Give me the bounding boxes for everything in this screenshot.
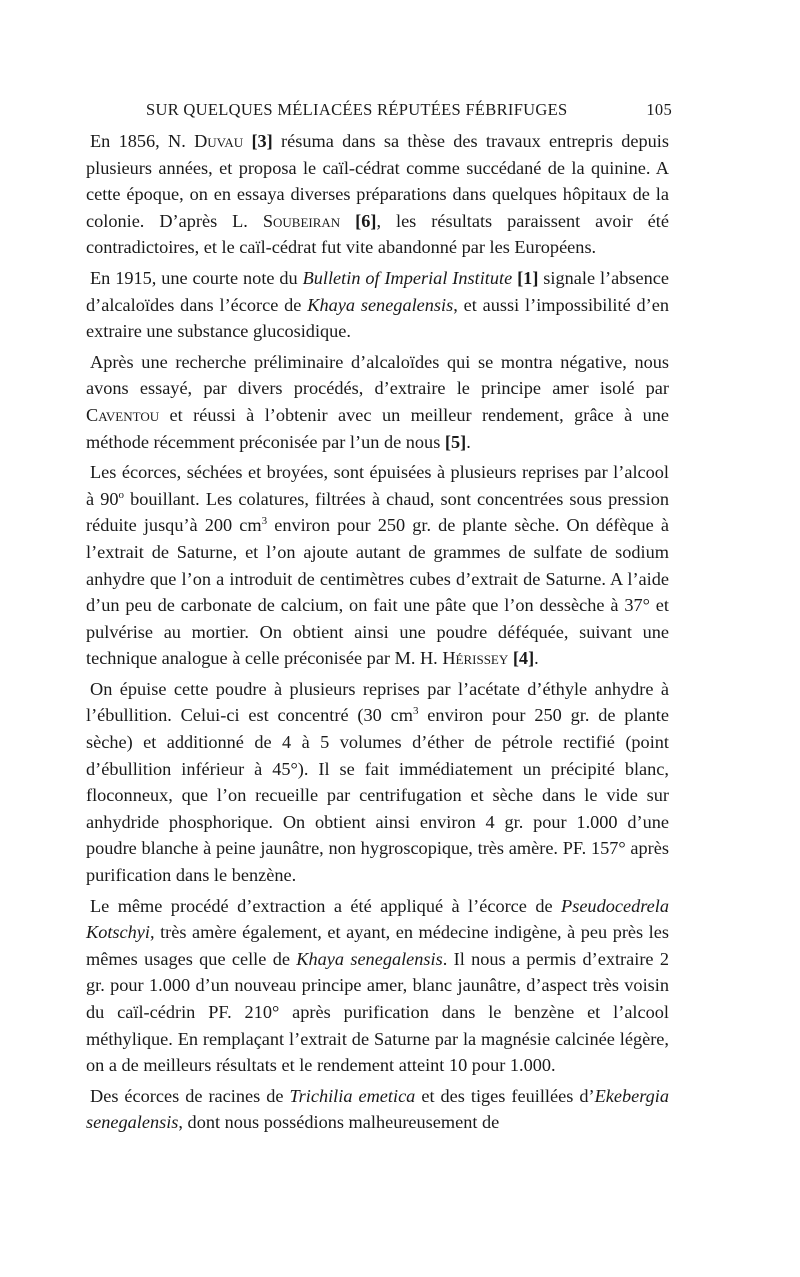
superscript: 3 [412, 705, 419, 718]
species-name: Ekebergia senegalensis [86, 1085, 670, 1133]
text-run: environ pour 250 gr. de plante sèche) et additionné de 4 à 5 volumes d’éther de pétrole rectifié (point d’ébullition inférieur à 45°). Il se fait immédiatement un précipité blanc, floconneux, que l’on recueille par centrifugation et sèche dans le vide sur anhydride phosphorique. On obtient ainsi environ 4 gr. pour 1.000 d’une poudre blanche à peine jaunâtre, non hygroscopique, très amère. PF. 157° après purification dans le benzène. [86, 705, 669, 886]
journal-title: Bulletin of Imperial Institute [302, 267, 513, 288]
citation-ref: [5] [444, 431, 467, 452]
body-text [86, 128, 669, 1136]
text-run: Le même procédé d’extraction a été appliqué à l’écorce de [90, 895, 562, 916]
paragraph-7 [86, 1083, 669, 1136]
author-name: Caventou [86, 404, 160, 425]
text-run [340, 211, 355, 231]
text-run: , les résultats paraissent avoir été contradictoires, et le caïl-cédrat fut vite abandonné par les Européens. [86, 210, 669, 258]
text-run: . [466, 431, 471, 452]
text-run: , et aussi l’impossibilité d’en extraire une substance glucosidique. [86, 294, 669, 342]
text-run: signale l’absence d’alcaloïdes dans l’écorce de [86, 267, 669, 315]
paragraph-5 [86, 676, 669, 889]
text-run: bouillant. Les colatures, filtrées à chaud, sont concentrées sous pression réduite jusqu’à 200 cm [86, 488, 669, 536]
paragraph-2 [86, 265, 669, 345]
author-name: Soubeiran [262, 210, 341, 231]
paragraph-1 [86, 128, 669, 261]
citation-ref: [1] [517, 267, 539, 288]
paragraph-3 [86, 349, 669, 455]
text-run: On épuise cette poudre à plusieurs reprises par l’acétate d’éthyle anhydre à l’ébullition. Celui-ci est concentré (30 cm [86, 678, 669, 726]
author-name: Duvau [194, 131, 244, 151]
book-page [86, 96, 672, 1140]
species-name: Khaya senegalensis [307, 294, 454, 315]
author-name: Hérissey [442, 648, 509, 669]
page-number: 105 [646, 100, 672, 119]
species-name: Pseudocedrela Kotschyi [86, 895, 669, 943]
text-run: et des tiges feuillées d’ [415, 1085, 595, 1106]
text-run: En 1915, une courte note du [90, 267, 303, 288]
text-run: , dont nous possédions malheureusement de [178, 1112, 500, 1133]
species-name: Trichilia emetica [289, 1085, 416, 1106]
text-run: . [534, 648, 539, 669]
paragraph-4 [86, 459, 669, 672]
superscript: o [118, 488, 125, 501]
paragraph-6 [86, 893, 669, 1079]
text-run: environ pour 250 gr. de plante sèche. On défèque à l’extrait de Saturne, et l’on ajoute autant de grammes de sulfate de sodium anhydre que l’on a introduit de centimètres cubes d’extrait de Saturne. A l’aide d’un peu de carbonate de calcium, on fait une pâte que l’on dessèche à 37° et pulvérise au mortier. On obtient ainsi une poudre déféquée, suivant une technique analogue à celle préconisée par M. H. [86, 515, 669, 669]
text-run: . Il nous a permis d’extraire 2 gr. pour 1.000 d’un nouveau principe amer, blanc jaunâtre, d’aspect très voisin du caïl-cédrin PF. 210° après purification dans le benzène et l’alcool méthylique. En remplaçant l’extrait de Saturne par la magnésie calcinée légère, on a de meilleurs résultats et le rendement atteint 10 pour 1.000. [86, 948, 669, 1076]
citation-ref: [6] [355, 210, 377, 231]
text-run: Les écorces, séchées et broyées, sont épuisées à plusieurs reprises par l’alcool à 90 [86, 462, 669, 509]
text-run: résuma dans sa thèse des travaux entrepris depuis plusieurs années, et proposa le caïl-cédrat comme succédané de la quinine. A cette époque, on en essaya diverses préparations dans quelques hôpitaux de la colonie. D’après L. [86, 131, 669, 231]
text-run: Des écorces de racines de [90, 1085, 290, 1106]
superscript: 3 [261, 515, 268, 528]
text-run: En 1856, N. [90, 131, 195, 151]
species-name: Khaya senegalensis [296, 948, 443, 969]
running-head [86, 96, 672, 128]
citation-ref: [4] [512, 648, 535, 669]
text-run: Après une recherche préliminaire d’alcaloïdes qui se montra négative, nous avons essayé, par divers procédés, d’extraire le principe amer isolé par [86, 351, 669, 399]
text-run: et réussi à l’obtenir avec un meilleur rendement, grâce à une méthode récemment préconisée par l’un de nous [86, 404, 669, 452]
running-title: SUR QUELQUES MÉLIACÉES RÉPUTÉES FÉBRIFUGES [146, 100, 568, 119]
citation-ref: [3] [251, 131, 273, 151]
text-run: , très amère également, et ayant, en médecine indigène, à peu près les mêmes usages que celle de [86, 922, 669, 969]
